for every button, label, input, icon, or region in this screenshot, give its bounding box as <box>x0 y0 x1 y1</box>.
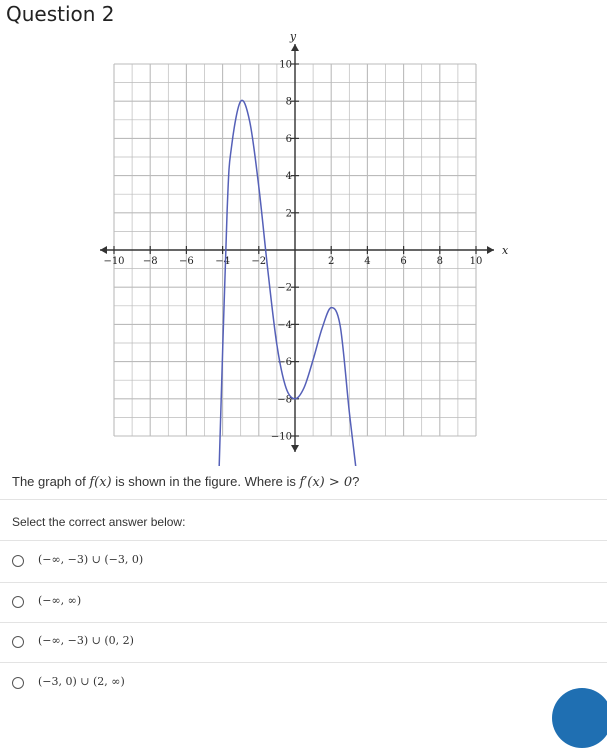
question-prompt <box>12 474 359 490</box>
divider <box>0 662 607 663</box>
x-tick-label: −2 <box>251 256 267 267</box>
question-title: Question 2 <box>6 2 115 26</box>
y-tick-label: −10 <box>270 431 292 443</box>
y-tick-label: −8 <box>277 394 292 406</box>
prompt-prefix: The graph of <box>12 474 90 489</box>
instruction-text: Select the correct answer below: <box>12 515 186 529</box>
graph-svg <box>92 30 512 470</box>
y-axis-arrow-down <box>291 445 299 452</box>
x-tick-label: −8 <box>142 256 158 267</box>
y-tick-label: 2 <box>285 208 292 220</box>
answer-option-3[interactable] <box>0 623 607 663</box>
x-tick-label: 4 <box>364 256 371 267</box>
option-label: (−∞, −3) ∪ (0, 2) <box>38 634 134 647</box>
y-tick-label: −6 <box>277 357 292 369</box>
prompt-function: f(x) <box>89 475 112 490</box>
x-tick-label: −4 <box>215 256 230 267</box>
option-label: (−∞, ∞) <box>38 594 82 607</box>
prompt-middle: is shown in the figure. Where is <box>111 474 300 489</box>
y-tick-label: 8 <box>285 96 292 108</box>
help-button[interactable] <box>552 688 607 748</box>
x-axis-arrow-left <box>100 246 107 254</box>
x-tick-label: 2 <box>328 256 335 267</box>
y-tick-label: 10 <box>279 59 292 71</box>
y-tick-label: 4 <box>285 171 292 183</box>
answer-option-4[interactable] <box>0 664 607 704</box>
y-tick-label: −4 <box>277 319 292 331</box>
y-tick-label: 6 <box>285 133 292 145</box>
function-graph <box>92 30 512 470</box>
x-tick-label: −10 <box>103 256 125 267</box>
option-label: (−3, 0) ∪ (2, ∞) <box>38 675 125 688</box>
prompt-derivative: f′(x) > 0 <box>299 475 353 490</box>
y-axis-label: y <box>289 30 297 43</box>
x-tick-label: 10 <box>469 256 483 267</box>
x-tick-label: −6 <box>179 256 194 267</box>
radio-circle-icon[interactable] <box>12 596 24 608</box>
answer-option-1[interactable] <box>0 542 607 582</box>
x-tick-label: 8 <box>436 256 443 267</box>
option-label: (−∞, −3) ∪ (−3, 0) <box>38 553 144 566</box>
x-axis-label: x <box>502 244 509 257</box>
radio-circle-icon[interactable] <box>12 677 24 689</box>
answer-option-2[interactable] <box>0 583 607 623</box>
y-tick-label: −2 <box>277 282 292 294</box>
x-axis-arrow-right <box>487 246 494 254</box>
radio-circle-icon[interactable] <box>12 636 24 648</box>
x-tick-label: 6 <box>400 256 407 267</box>
prompt-suffix: ? <box>352 474 360 489</box>
divider <box>0 540 607 541</box>
divider <box>0 499 607 500</box>
y-axis-arrow-up <box>291 44 299 51</box>
radio-circle-icon[interactable] <box>12 555 24 567</box>
